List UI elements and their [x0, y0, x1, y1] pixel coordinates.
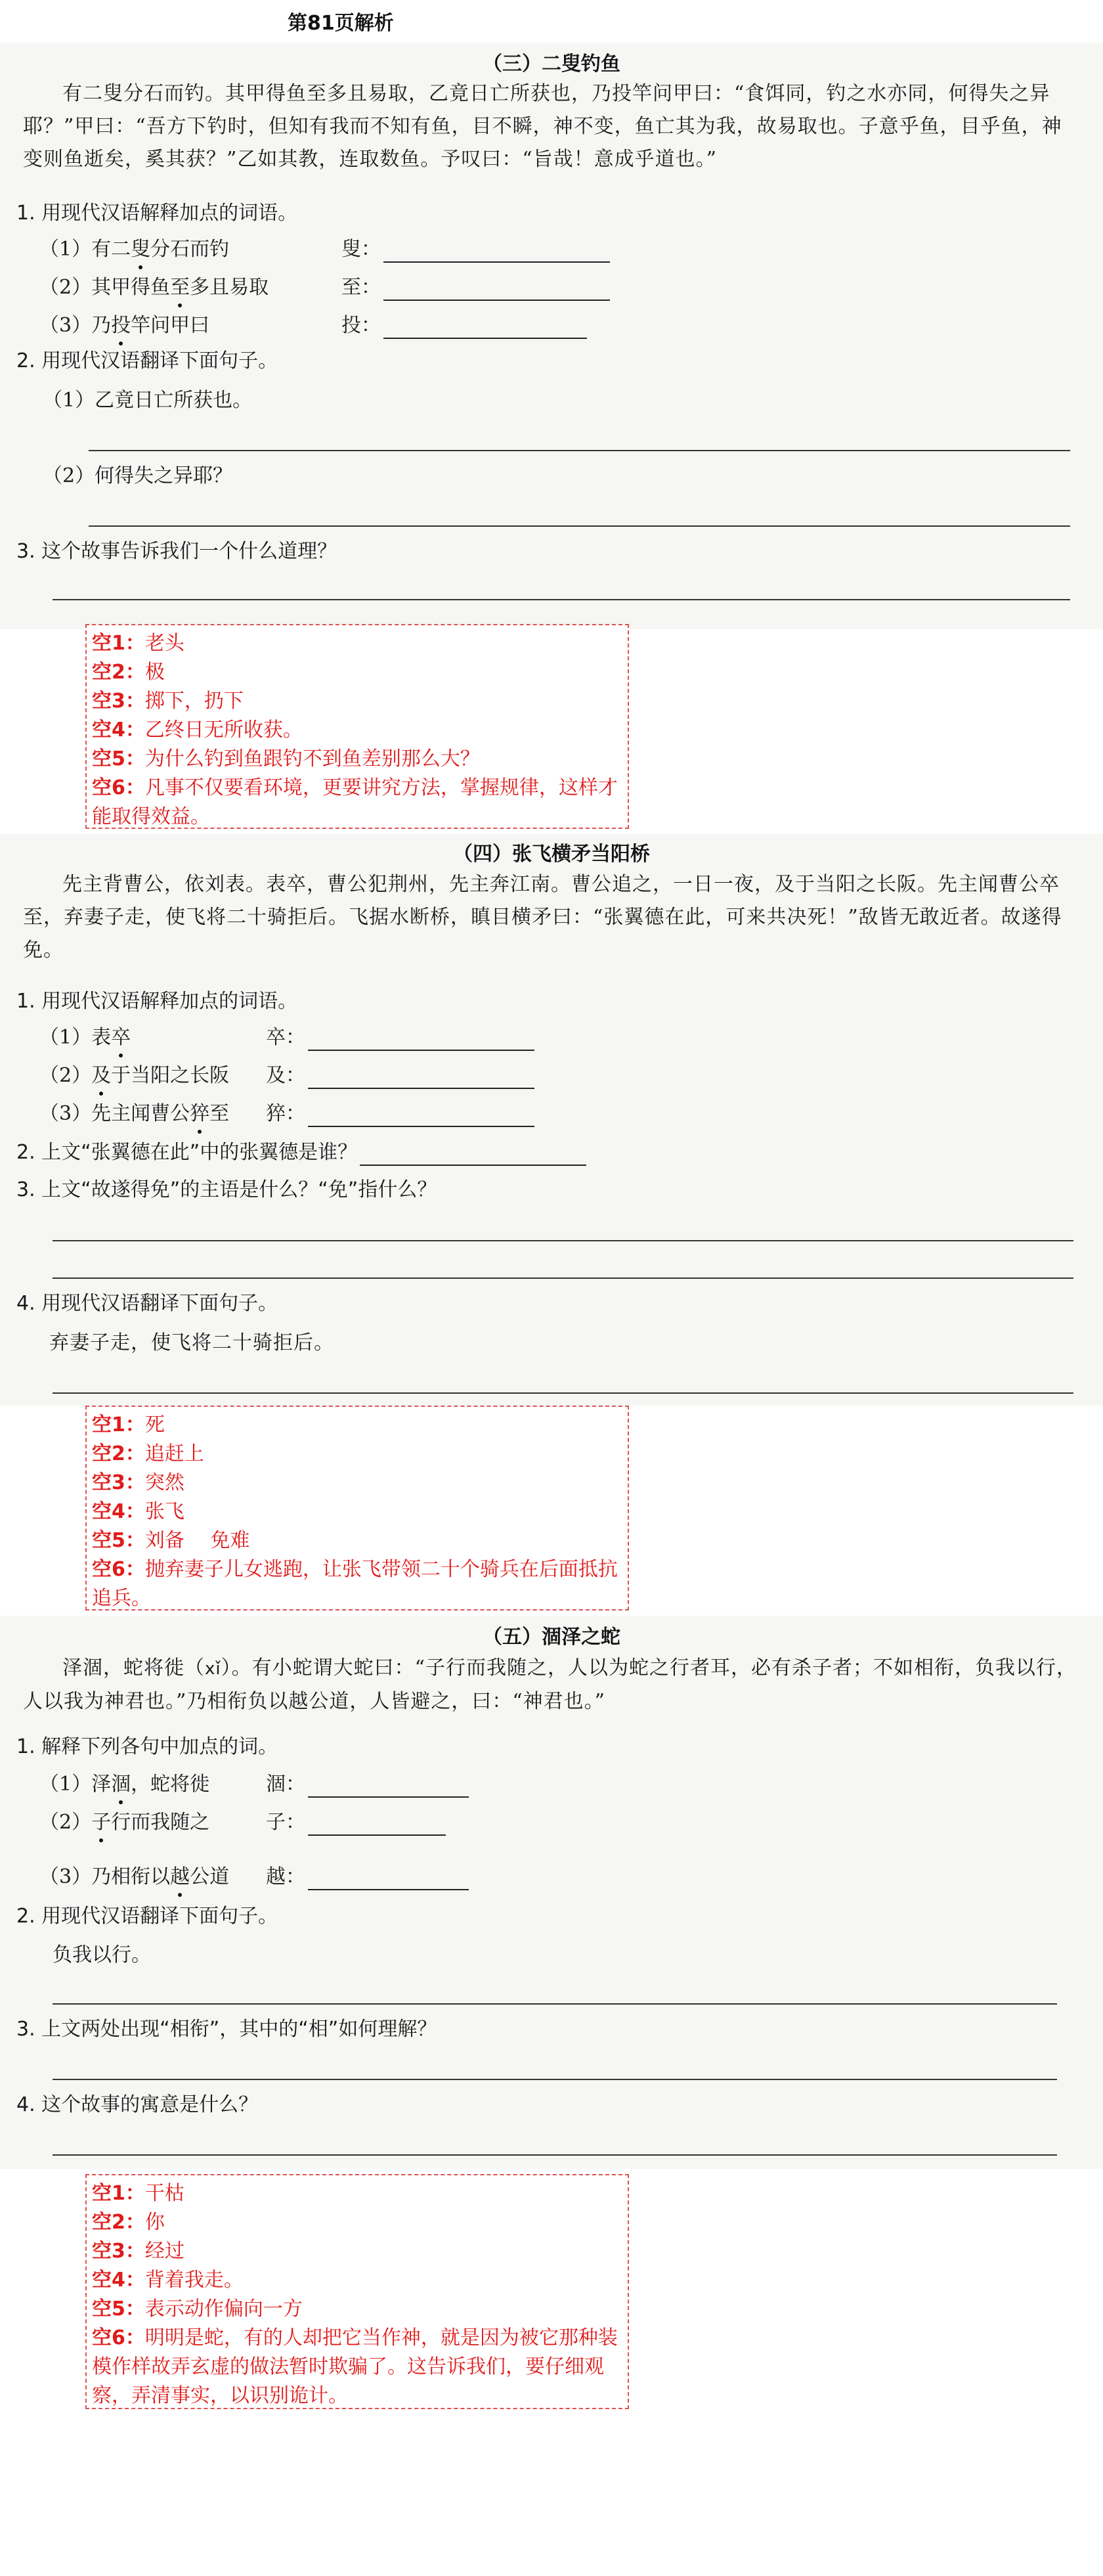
answer-row: 空6：明明是蛇，有的人却把它当作神，就是因为被它那种装模作样故弄玄虚的做法暂时欺骗了。这告诉我们，要仔细观察，弄清事实，以识别诡计。 — [92, 2326, 618, 2407]
section-5-q1-item-2: （2）子行而我随之 子： — [39, 1810, 446, 1836]
section-5-q2: 2. 用现代汉语翻译下面句子。 — [16, 1905, 278, 1928]
section-4-q2: 2. 上文“张翼德在此”中的张翼德是谁？ — [16, 1140, 586, 1166]
answer-row: 空4：背着我走。 — [92, 2269, 244, 2292]
answer-row: 空1：死 — [92, 1413, 165, 1436]
section-4-q3: 3. 上文“故遂得免”的主语是什么？“免”指什么？ — [16, 1178, 437, 1201]
answer-line — [53, 2079, 1057, 2080]
section-3-q1-item-2: （2）其甲得鱼至多且易取 至： — [39, 275, 610, 301]
page-title: 第81页解析 — [288, 12, 394, 35]
answer-line — [89, 525, 1070, 527]
section-3-q2: 2. 用现代汉语翻译下面句子。 — [16, 349, 278, 372]
section-3-q1: 1. 用现代汉语解释加点的词语。 — [16, 202, 298, 225]
answer-row: 空3：经过 — [92, 2240, 184, 2263]
answer-row: 空3：突然 — [92, 1471, 184, 1494]
section-5-passage: 泽涸，蛇将徙（xǐ）。有小蛇谓大蛇曰：“子行而我随之，人以为蛇之行者耳，必有杀子者；不如相衔，负我以行，人以我为神君也。”乃相衔负以越公道，人皆避之，曰：“神君也。” — [23, 1656, 1077, 1713]
answer-line — [53, 2003, 1057, 2005]
answer-row: 空3：掷下，扔下 — [92, 690, 244, 713]
answer-line — [53, 1277, 1073, 1279]
answer-line — [53, 2154, 1057, 2156]
answer-row: 空2：你 — [92, 2211, 165, 2234]
section-3-answer-box — [85, 624, 629, 829]
section-5-title: （五）涸泽之蛇 — [483, 1626, 620, 1649]
section-3-q3: 3. 这个故事告诉我们一个什么道理？ — [16, 540, 337, 563]
section-4-q1-item-1: （1）表卒 卒： — [39, 1025, 534, 1051]
section-5-q4: 4. 这个故事的寓意是什么？ — [16, 2093, 259, 2116]
answer-line — [89, 450, 1070, 451]
section-5-q1-item-1: （1）泽涸，蛇将徙 涸： — [39, 1771, 469, 1798]
answer-row: 空5：为什么钓到鱼跟钓不到鱼差别那么大？ — [92, 747, 480, 770]
section-5-q1: 1. 解释下列各句中加点的词。 — [16, 1735, 278, 1758]
answer-row: 空2：追赶上 — [92, 1442, 204, 1465]
answer-row: 空5：刘备 免难 — [92, 1529, 250, 1552]
section-3-passage: 有二叟分石而钓。其甲得鱼至多且易取，乙竟日亡所获也，乃投竿问甲曰：“食饵同，钓之水亦同，何得失之异耶？”甲曰：“吾方下钓时，但知有我而不知有鱼，目不瞬，神不变，鱼亡其为我，故易取也。子意乎鱼，目乎鱼，神变则鱼逝矣，奚其获？”乙如其教，连取数鱼。予叹曰：“旨哉！意成乎道也。” — [23, 82, 1062, 171]
answer-row: 空6：抛弃妻子儿女逃跑，让张飞带领二十个骑兵在后面抵抗追兵。 — [92, 1558, 618, 1610]
section-4-title: （四）张飞横矛当阳桥 — [453, 843, 650, 866]
answer-line — [53, 599, 1070, 600]
section-4-q4: 4. 用现代汉语翻译下面句子。 — [16, 1292, 278, 1315]
section-5-q3: 3. 上文两处出现“相衔”，其中的“相”如何理解？ — [16, 2018, 437, 2041]
answer-row: 空1：老头 — [92, 632, 184, 655]
answer-line — [53, 1392, 1073, 1394]
section-3-q1-item-3: （3）乃投竿问甲曰 投： — [39, 313, 587, 339]
section-3-title: （三）二叟钓鱼 — [483, 53, 620, 76]
answer-row: 空5：表示动作偏向一方 — [92, 2298, 303, 2321]
answer-row: 空1：干枯 — [92, 2182, 184, 2205]
section-5-q1-item-3: （3）乃相衔以越公道 越： — [39, 1864, 469, 1890]
section-4-passage: 先主背曹公，依刘表。表卒，曹公犯荆州，先主奔江南。曹公追之，一日一夜，及于当阳之长阪。先主闻曹公卒至，弃妻子走，使飞将二十骑拒后。飞据水断桥，瞋目横矛曰：“张翼德在此，可来共决死！”敌皆无敢近者。故遂得免。 — [23, 873, 1062, 962]
section-4-q1: 1. 用现代汉语解释加点的词语。 — [16, 990, 298, 1013]
section-4-q4-sentence: 弃妻子走，使飞将二十骑拒后。 — [49, 1331, 334, 1354]
section-4-answer-box — [85, 1406, 629, 1610]
section-5-answer-box — [85, 2174, 629, 2409]
answer-row: 空4：张飞 — [92, 1500, 184, 1523]
section-3-q2-item-1: （1）乙竟日亡所获也。 — [43, 389, 253, 412]
answer-row: 空2：极 — [92, 661, 165, 684]
answer-line — [53, 1240, 1073, 1241]
section-4-q1-item-2: （2）及于当阳之长阪 及： — [39, 1063, 534, 1089]
section-4-q1-item-3: （3）先主闻曹公猝至 猝： — [39, 1101, 534, 1127]
section-5-q2-sentence: 负我以行。 — [53, 1943, 151, 1966]
answer-row: 空6：凡事不仅要看环境，更要讲究方法，掌握规律，这样才能取得效益。 — [92, 776, 618, 828]
section-3-q1-item-1: （1）有二叟分石而钓 叟： — [39, 236, 610, 263]
answer-row: 空4：乙终日无所收获。 — [92, 719, 303, 742]
section-3-q2-item-2: （2）何得失之异耶？ — [43, 464, 233, 487]
